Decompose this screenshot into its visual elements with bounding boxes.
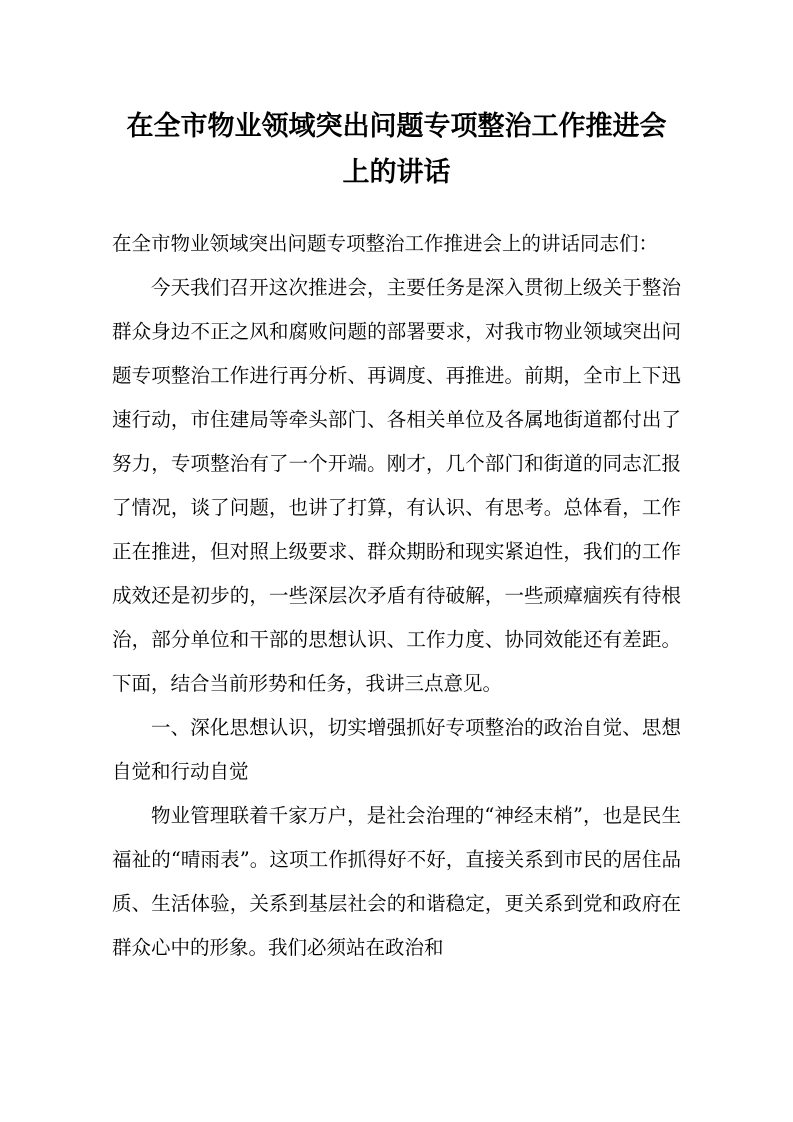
paragraph-lead: 在全市物业领域突出问题专项整治工作推进会上的讲话同志们： (112, 232, 659, 255)
document-body (112, 222, 681, 970)
page-title: 在全市物业领域突出问题专项整治工作推进会上的讲话 (126, 111, 667, 188)
paragraph-1: 今天我们召开这次推进会，主要任务是深入贯彻上级关于整治群众身边不正之风和腐败问题的部署要求，对我市物业领域突出问题专项整治工作进行再分析、再调度、再推进。前期，全市上下迅速行动，市住建局等牵头部门、各相关单位及各属地街道都付出了努力，专项整治有了一个开端。刚才，几个部门和街道的同志汇报了情况，谈了问题，也讲了打算，有认识、有思考。总体看，工作正在推进，但对照上级要求、群众期盼和现实紧迫性，我们的工作成效还是初步的，一些深层次矛盾有待破解，一些顽瘴痼疾有待根治，部分单位和干部的思想认识、工作力度、协同效能还有差距。下面，结合当前形势和任务，我讲三点意见。 (112, 276, 681, 695)
section-heading-1: 一、深化思想认识，切实增强抓好专项整治的政治自觉、思想自觉和行动自觉 (112, 716, 681, 783)
paragraph-2: 物业管理联着千家万户，是社会治理的“神经末梢”，也是民生福祉的“晴雨表”。这项工作抓得好不好，直接关系到市民的居住品质、生活体验，关系到基层社会的和谐稳定，更关系到党和政府在群众心中的形象。我们必须站在政治和 (112, 804, 681, 959)
